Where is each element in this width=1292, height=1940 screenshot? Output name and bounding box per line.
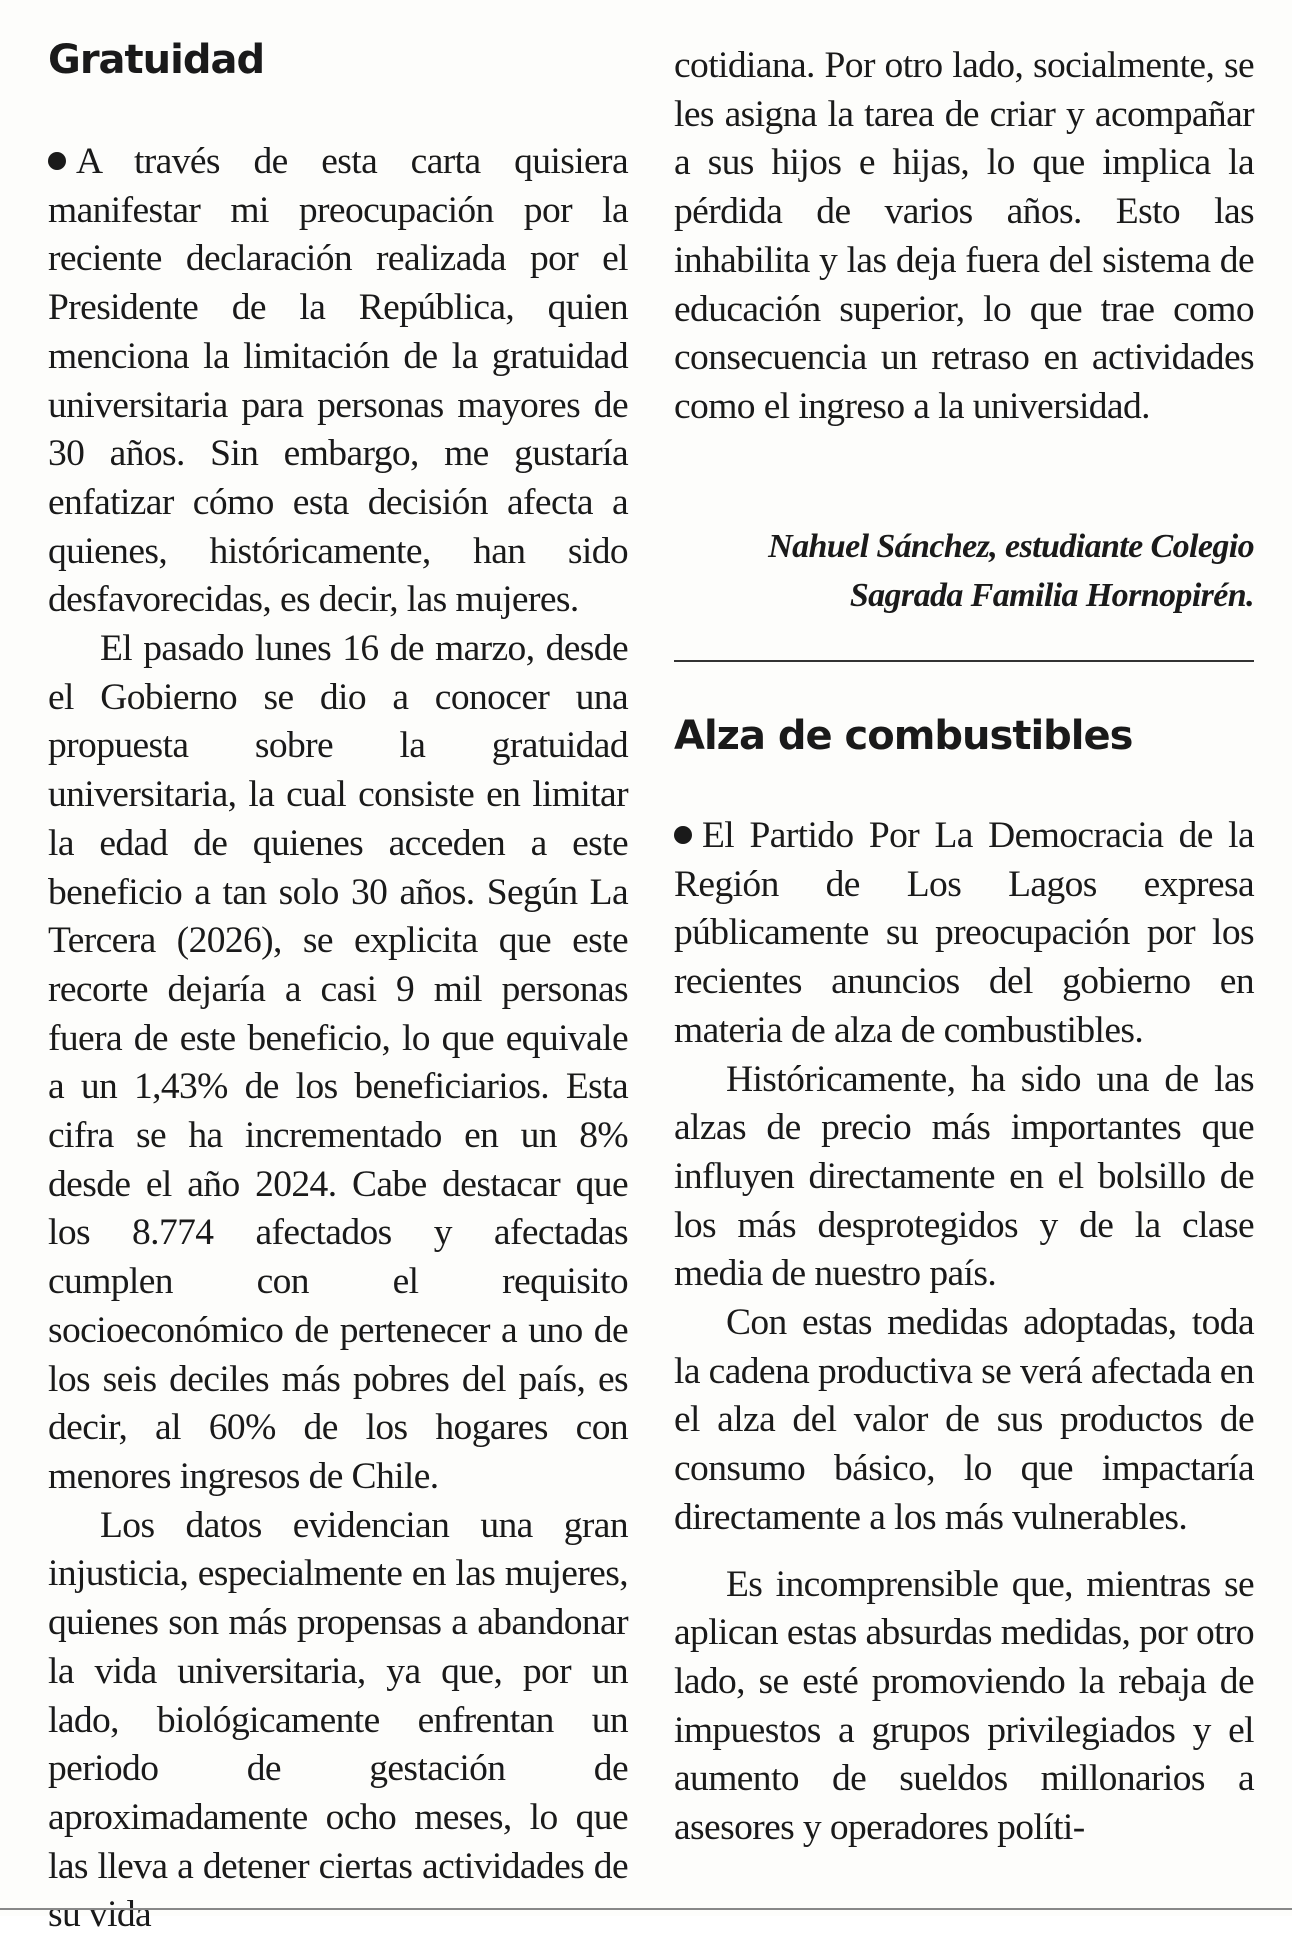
article-paragraph [674,812,1254,1056]
bullet-icon [674,826,692,844]
article-paragraph: El pasado lunes 16 de marzo, desde el Gobierno se dio a conocer una propuesta sobre la gratuidad universitaria, la cual consiste en limitar la edad de quienes acceden a este beneficio a tan solo 30 años. Según La Tercera (2026), se explicita que este recorte dejaría a casi 9 mil personas fuera de este beneficio, lo que equivale a un 1,43% de los beneficiarios. Esta cifra se ha incrementado en un 8% desde el año 2024. Cabe destacar que los 8.774 afectados y afectadas cumplen con el requisito socioeconómico de pertenecer a uno de los seis deciles más pobres del país, es decir, al 60% de los hogares con menores ingresos de Chile. [48,628,628,1497]
page-bottom-rule [0,1908,1292,1910]
bullet-icon [48,152,66,170]
article-paragraph: Los datos evidencian una gran injusticia, especialmente en las mujeres, quienes son más propensas a abandonar la vida universitaria, ya que, por un lado, biológicamente enfrentan un periodo de gestación de aproximadamente ocho meses, lo que las lleva a detener ciertas actividades de su vida [48,1504,628,1936]
signature-line: Sagrada Familia Hornopirén. [849,577,1254,614]
article-paragraph: Históricamente, ha sido una de las alzas de precio más importantes que influyen directamente en el bolsillo de los más desprotegidos y de la clase media de nuestro país. [674,1058,1254,1295]
section-divider [674,660,1254,662]
article-body-gratuidad [48,138,628,1940]
paragraph-text: El Partido Por La Democracia de la Región de Los Lagos expresa públicamente su preocupación por los recientes anuncios del gobierno en materia de alza de combustibles. [674,815,1254,1051]
signature-block [674,522,1254,620]
article-paragraph: Con estas medidas adoptadas, toda la cadena productiva se verá afectada en el alza del valor de sus productos de consumo básico, lo que impactaría directamente a los más vulnerables. [674,1302,1254,1538]
article-paragraph: Es incomprensible que, mientras se aplican estas absurdas medidas, por otro lado, se esté promoviendo la rebaja de impuestos a grupos privilegiados y el aumento de sueldos millonarios a asesores y operadores políti- [674,1563,1254,1849]
article-paragraph: cotidiana. Por otro lado, socialmente, se les asigna la tarea de criar y acompañar a sus hijos e hijas, lo que implica la pérdida de varios años. Esto las inhabilita y las deja fuera del sistema de educación superior, lo que trae como consecuencia un retraso en actividades como el ingreso a la universidad. [674,45,1254,427]
article-body-alza [674,812,1254,1853]
article-title-alza: Alza de combustibles [674,713,1133,759]
article-paragraph [48,138,628,625]
article-body-gratuidad-continued [674,42,1254,432]
signature-line: Nahuel Sánchez, estudiante Colegio [768,528,1254,565]
article-title-gratuidad: Gratuidad [48,37,265,83]
paragraph-text: A través de esta carta quisiera manifestar mi preocupación por la reciente declaración realizada por el Presidente de la República, quien menciona la limitación de la gratuidad universitaria para personas mayores de 30 años. Sin embargo, me gustaría enfatizar cómo esta decisión afecta a quienes, históricamente, han sido desfavorecidas, es decir, las mujeres. [48,141,628,621]
